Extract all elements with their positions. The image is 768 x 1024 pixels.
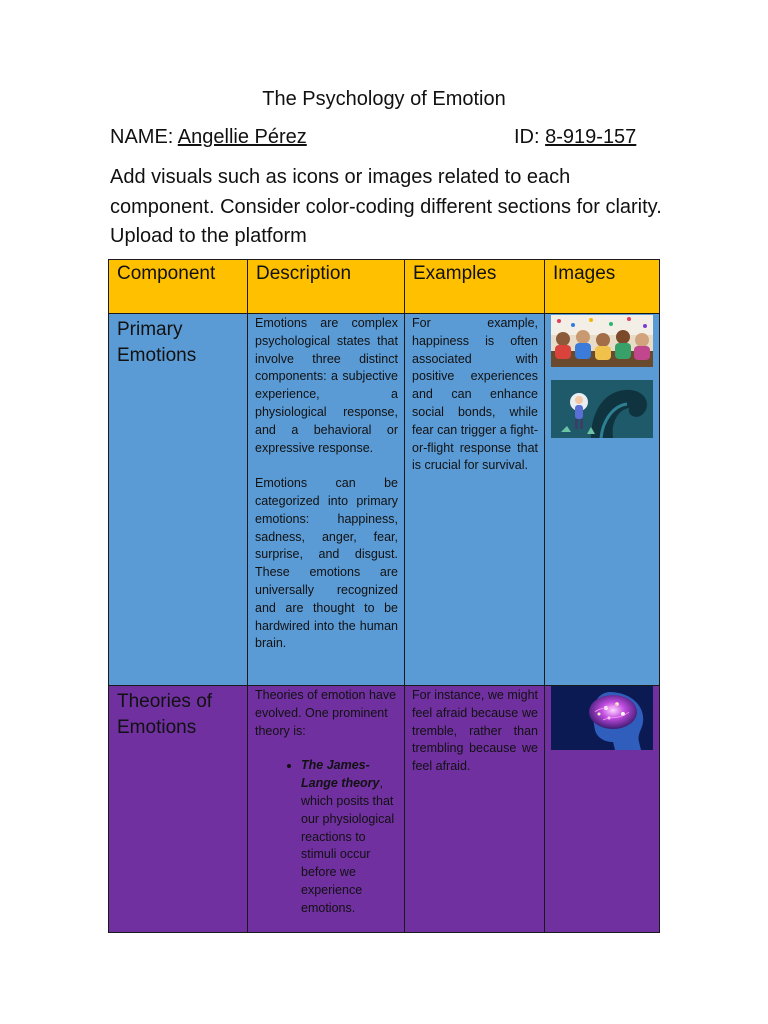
header-cell <box>405 260 545 314</box>
description-text <box>248 314 404 653</box>
component-cell <box>109 314 248 686</box>
header-cell <box>109 260 248 314</box>
emotion-table <box>108 259 660 933</box>
table-row <box>109 686 660 933</box>
name-label: NAME: <box>110 126 178 148</box>
glowing-brain-photo <box>551 686 659 750</box>
header-cell <box>545 260 660 314</box>
id-line <box>514 126 636 149</box>
name-line <box>110 126 307 149</box>
description-paragraph: Emotions can be categorized into primary emotions: happiness, sadness, anger, fear, surprise, and disgust. These emotions are universally recognized and are thought to be hardwired into the human brain. <box>255 476 398 651</box>
header-examples: Examples <box>413 263 497 284</box>
images-cell <box>545 686 660 933</box>
instructions: Add visuals such as icons or images related to each component. Consider color-coding different sections for clarity. Upload to the platform <box>110 166 662 247</box>
fear-wave-illustration <box>551 380 659 438</box>
header-component: Component <box>117 263 216 284</box>
component-primary-emotions: Primary Emotions <box>117 319 197 366</box>
theory-name: The James-Lange theory <box>301 758 380 791</box>
header-cell <box>248 260 405 314</box>
description-cell <box>248 314 405 686</box>
description-text <box>248 686 404 918</box>
id-label: ID: <box>514 126 546 148</box>
theory-list <box>255 757 398 917</box>
description-cell <box>248 686 405 933</box>
examples-text: For instance, we might feel afraid because we tremble, rather than trembling because we feel afraid. <box>412 688 538 774</box>
examples-cell <box>405 686 545 933</box>
people-celebrating-photo <box>551 315 659 367</box>
header-images: Images <box>553 263 616 284</box>
examples-cell <box>405 314 545 686</box>
table-row <box>109 314 660 686</box>
images-cell <box>545 314 660 686</box>
list-item <box>301 757 398 917</box>
id-value: 8-919-157 <box>545 126 637 148</box>
description-intro: Theories of emotion have evolved. One prominent theory is: <box>255 688 397 738</box>
name-value: Angellie Pérez <box>177 126 307 148</box>
theory-description: , which posits that our physiological reactions to stimuli occur before we experience emotions. <box>301 776 395 915</box>
component-cell <box>109 686 248 933</box>
table-header-row <box>109 260 660 314</box>
component-theories-of-emotions: Theories of Emotions <box>117 691 213 738</box>
examples-text: For example, happiness is often associated with positive experiences and can enhance social bonds, while fear can trigger a fight-or-flight response that is crucial for survival. <box>412 316 538 473</box>
header-description: Description <box>256 263 352 284</box>
description-paragraph: Emotions are complex psychological states that involve three distinct components: a subjective experience, a physiological response, and a behavioral or expressive response. <box>255 316 398 455</box>
page-title: The Psychology of Emotion <box>262 88 506 110</box>
